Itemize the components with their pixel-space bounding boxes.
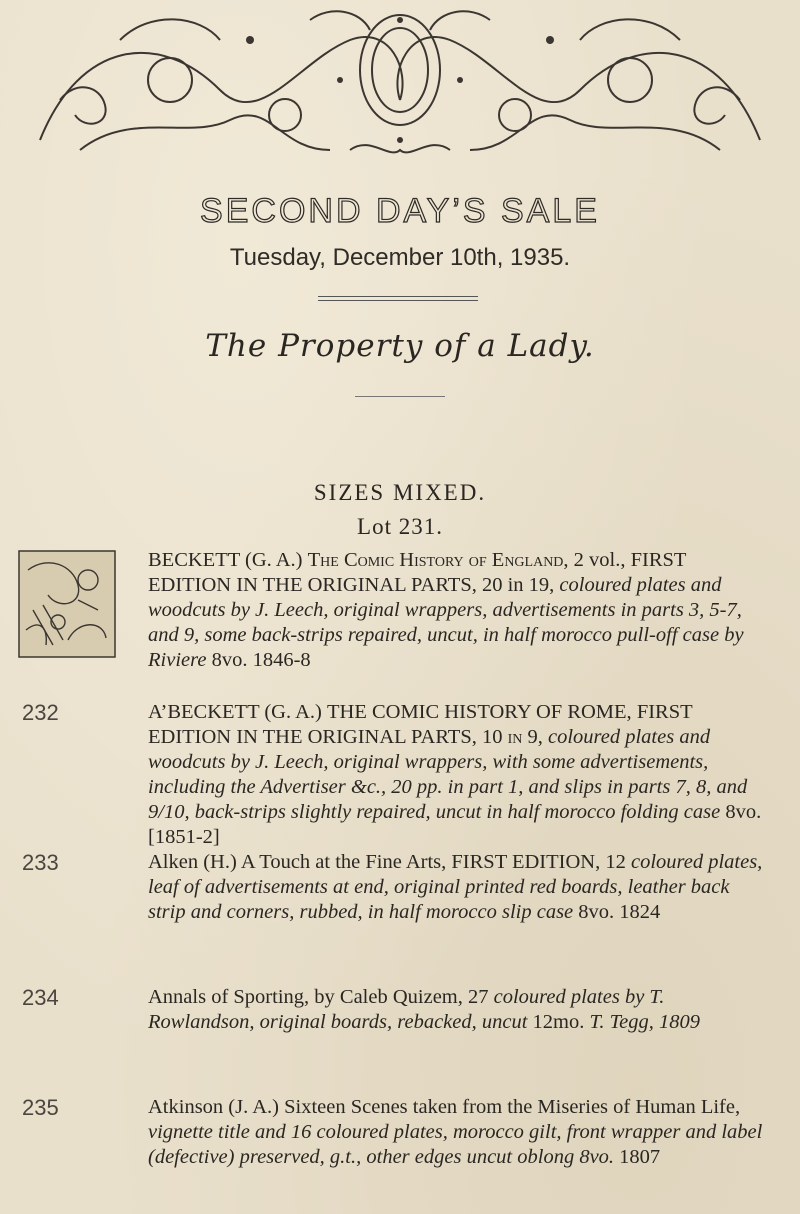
plate-illustration-icon	[18, 550, 116, 658]
lot-date: 1846-8	[252, 649, 311, 671]
lot-description	[148, 985, 768, 1035]
sale-title: SECOND DAY’S SALE	[200, 192, 600, 230]
lot-title: Annals of Sporting, by Caleb Quizem, 27	[148, 986, 489, 1008]
lot-author: A’BECKETT (G. A.)	[148, 701, 322, 723]
section-heading: SIZES MIXED.	[313, 480, 487, 505]
lot-author: Alken (H.)	[148, 851, 237, 873]
lot-date: 1824	[619, 901, 661, 923]
lot-date: T. Tegg, 1809	[589, 1011, 700, 1033]
sale-date: Tuesday, December 10th, 1935.	[229, 244, 571, 271]
lot-notes: vignette title and 16 coloured plates, morocco gilt, front wrapper and label (defective) preserved, g.t., other edges uncut	[148, 1121, 763, 1168]
lot-author: Atkinson (J. A.)	[148, 1096, 279, 1118]
lot-number: 234	[22, 985, 59, 1010]
lot-notes: coloured plates and woodcuts by J. Leech, original wrappers, advertisements in parts 3, 5-7, and 9, some back-strips repaired, uncut, in half morocco pull-off case by Riviere	[148, 574, 744, 671]
lot-date: 1807	[619, 1146, 661, 1168]
lot-details: FIRST EDITION IN THE ORIGINAL PARTS, 10 in 9,	[148, 701, 693, 748]
lot-notes: coloured plates, leaf of advertisements at end, original printed red boards, leather back strip and corners, rubbed, in half morocco slip case	[148, 851, 763, 923]
lot-title: The Comic History of England,	[307, 549, 569, 571]
lot-date: [1851-2]	[148, 826, 220, 848]
lot-title: THE COMIC HISTORY OF ROME,	[327, 701, 632, 723]
lot-format: oblong 8vo.	[517, 1146, 615, 1168]
lot-notes: coloured plates by T. Rowlandson, original boards, rebacked, uncut	[148, 986, 665, 1033]
lot-description	[148, 700, 768, 850]
lot-number: 235	[22, 1095, 59, 1120]
lot-notes: coloured plates and woodcuts by J. Leech, original wrappers, with some advertisements, including the Advertiser &c., 20 pp. in part 1, and slips in parts 7, 8, and 9/10, back-strips slightly repaired, uncut in half morocco folding case	[148, 726, 748, 823]
double-rule-divider	[318, 296, 478, 301]
lot-details: FIRST EDITION, 12	[451, 851, 626, 873]
lot-format: 12mo.	[532, 1011, 585, 1033]
lot-number: 233	[22, 850, 59, 875]
lot-format: 8vo.	[578, 901, 615, 923]
lot-format: 8vo.	[725, 801, 762, 823]
short-divider	[355, 396, 445, 397]
lot-author: BECKETT (G. A.)	[148, 549, 303, 571]
lot-number: 232	[22, 700, 59, 725]
lot-description	[148, 850, 768, 925]
scrollwork-ornament-icon	[20, 0, 780, 175]
lot-description	[148, 1095, 768, 1170]
lot-title: Sixteen Scenes taken from the Miseries of Human Life,	[284, 1096, 741, 1118]
property-line: The Property of a Lady.	[205, 328, 595, 364]
lot-details: 2 vol., FIRST EDITION IN THE ORIGINAL PARTS, 20 in 19,	[148, 549, 687, 596]
lot-heading: Lot 231.	[357, 514, 443, 539]
lot-description	[148, 548, 768, 673]
lot-title: A Touch at the Fine Arts,	[240, 851, 447, 873]
lot-format: 8vo.	[211, 649, 248, 671]
